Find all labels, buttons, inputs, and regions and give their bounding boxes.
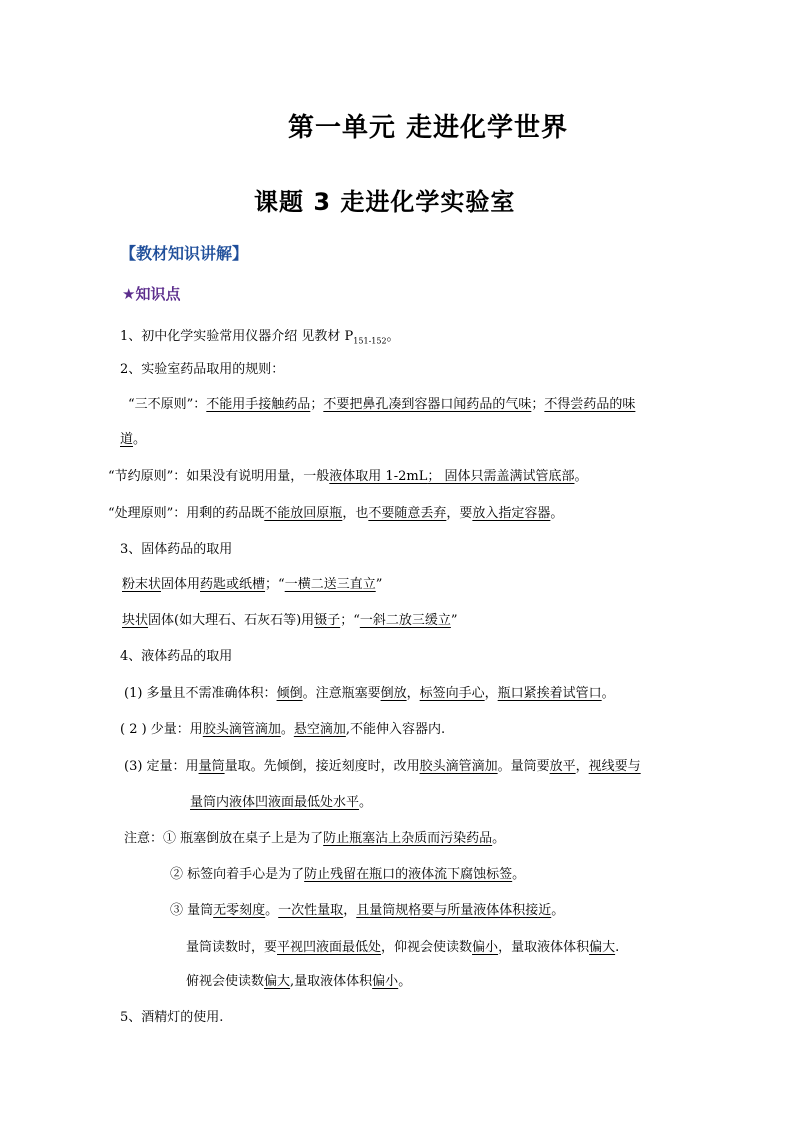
sep: ” bbox=[375, 577, 383, 592]
sep: ， bbox=[484, 686, 498, 701]
sep: ；“ bbox=[340, 613, 360, 628]
sep: ，要 bbox=[446, 506, 473, 521]
rule-disposal-label: “处理原则”：用剩的药品既 bbox=[108, 506, 265, 521]
note-3-text: ③ 量筒 bbox=[170, 903, 214, 918]
rule-disposal-point-3: 放入指定容器 bbox=[472, 506, 551, 521]
note-2-text: ② 标签向着手心是为了 bbox=[170, 867, 305, 882]
note-2-reason: 防止残留在瓶口的液体流下腐蚀标签 bbox=[304, 867, 513, 882]
item-1 bbox=[120, 325, 400, 346]
cylinder: 量筒 bbox=[198, 759, 225, 774]
sep: ； bbox=[310, 397, 324, 412]
lump-mnemonic: 一斜二放三缓立 bbox=[359, 613, 451, 628]
sep: 。 bbox=[512, 867, 526, 882]
reading-1 bbox=[186, 936, 619, 955]
sep: 。 bbox=[265, 903, 279, 918]
powder-label: 粉末状 bbox=[122, 577, 162, 592]
text: 量取。先倾倒，接近刻度时，改用 bbox=[224, 759, 420, 774]
sep: ， bbox=[575, 759, 589, 774]
rule-disposal-point-1: 不能放回原瓶 bbox=[264, 506, 343, 521]
rule-economy-label: “节约原则”：如果没有说明用量，一般 bbox=[108, 469, 330, 484]
note-1 bbox=[124, 827, 505, 846]
lump-label: 块状 bbox=[122, 613, 149, 628]
powder-tool: 药匙或纸槽 bbox=[200, 577, 266, 592]
sep: 。 bbox=[133, 432, 147, 447]
rule-three-no-point-2: 不要把鼻孔凑到容器口闻药品的气味 bbox=[323, 397, 532, 412]
reading-2 bbox=[186, 970, 411, 989]
sep: ； bbox=[531, 397, 545, 412]
liquid-fixed-label: (3) 定量：用 bbox=[124, 759, 199, 774]
section-header: 【教材知识讲解】 bbox=[120, 244, 249, 263]
item-3: 3、固体药品的取用 bbox=[120, 542, 233, 557]
rule-disposal bbox=[108, 502, 563, 521]
powder-mnemonic: 一横二送三直立 bbox=[284, 577, 376, 592]
rule-three-no-point-1: 不能用手接触药品 bbox=[206, 397, 311, 412]
sep: 。 bbox=[550, 506, 564, 521]
rule-three-no-cont bbox=[120, 428, 146, 447]
text: ，量取液体体积 bbox=[498, 940, 590, 955]
no-zero: 无零刻度 bbox=[213, 903, 266, 918]
sep: 。 bbox=[492, 831, 506, 846]
rule-economy-liquid: 液体取用 1-2mL bbox=[329, 469, 428, 484]
liquid-small-label: ( 2 ) 少量：用 bbox=[120, 722, 203, 737]
sep: 。 bbox=[359, 795, 373, 810]
rule-three-no-point-3: 不得尝药品的味 bbox=[544, 397, 636, 412]
sep: 。 bbox=[280, 722, 294, 737]
sep: 。 bbox=[601, 686, 615, 701]
rule-three-no bbox=[128, 393, 635, 412]
unit-title: 第一单元 走进化学世界 bbox=[288, 113, 569, 143]
item-2: 2、实验室药品取用的规则： bbox=[120, 362, 285, 377]
text: ,量取液体体积 bbox=[290, 974, 373, 989]
lump-solid bbox=[122, 609, 458, 628]
sep: ” bbox=[450, 613, 458, 628]
item-1-page-range: 151-152 bbox=[353, 336, 387, 346]
liquid-fixed-cont bbox=[190, 791, 372, 810]
lump-text: 固体(如大理石、石灰石等)用 bbox=[148, 613, 315, 628]
level: 放平 bbox=[549, 759, 576, 774]
text: 。注意瓶塞要 bbox=[302, 686, 381, 701]
text: 俯视会使读数 bbox=[186, 974, 265, 989]
powder-text: 固体用 bbox=[161, 577, 201, 592]
pour: 倾倒 bbox=[276, 686, 303, 701]
inverted: 倒放 bbox=[380, 686, 407, 701]
sep: ， bbox=[343, 903, 357, 918]
mouth-touch: 瓶口紧挨着试管口 bbox=[497, 686, 602, 701]
sep: ；“ bbox=[265, 577, 285, 592]
powder-solid bbox=[122, 573, 382, 592]
text: ,不能伸入容器内. bbox=[345, 722, 446, 737]
liquid-large-label: (1) 多量且不需准确体积： bbox=[124, 686, 277, 701]
sep: . bbox=[615, 940, 620, 955]
dropper: 胶头滴管滴加 bbox=[202, 722, 281, 737]
rule-economy bbox=[108, 465, 587, 484]
sight-line: 视线要与 bbox=[588, 759, 641, 774]
note-2 bbox=[170, 863, 525, 882]
label-palm: 标签向手心 bbox=[419, 686, 485, 701]
high: 偏大 bbox=[264, 974, 291, 989]
note-1-reason: 防止瓶塞沾上杂质而污染药品 bbox=[323, 831, 493, 846]
text: 。量筒要 bbox=[497, 759, 550, 774]
low: 偏小 bbox=[372, 974, 399, 989]
item-1-end: 。 bbox=[386, 329, 400, 344]
one-time: 一次性量取 bbox=[278, 903, 344, 918]
rule-three-no-label: “三不原则”： bbox=[128, 397, 207, 412]
text: 量筒读数时，要 bbox=[186, 940, 278, 955]
sep: ， bbox=[406, 686, 420, 701]
high: 偏大 bbox=[589, 940, 616, 955]
text: ，仰视会使读数 bbox=[381, 940, 473, 955]
note-1-text: 注意：① 瓶塞倒放在桌子上是为了 bbox=[124, 831, 324, 846]
level-view: 平视凹液面最低处 bbox=[277, 940, 382, 955]
note-3 bbox=[170, 899, 564, 918]
knowledge-point-label: ★知识点 bbox=[122, 285, 181, 303]
low: 偏小 bbox=[472, 940, 499, 955]
rule-disposal-point-2: 不要随意丢弃 bbox=[368, 506, 447, 521]
liquid-fixed bbox=[124, 755, 641, 774]
meniscus: 量筒内液体凹液面最低处水平 bbox=[190, 795, 360, 810]
lump-tool: 镊子 bbox=[314, 613, 341, 628]
rule-economy-solid: ； 固体只需盖满试管底部 bbox=[427, 469, 575, 484]
sep: 。 bbox=[398, 974, 412, 989]
lesson-title: 课题 3 走进化学实验室 bbox=[254, 188, 516, 216]
suspend: 悬空滴加 bbox=[293, 722, 346, 737]
item-1-text: 1、初中化学实验常用仪器介绍 见教材 P bbox=[120, 329, 354, 344]
sep: 。 bbox=[574, 469, 588, 484]
sep: 。 bbox=[551, 903, 565, 918]
sep: ，也 bbox=[342, 506, 369, 521]
item-4: 4、液体药品的取用 bbox=[120, 649, 233, 664]
liquid-small bbox=[120, 718, 445, 737]
dropper: 胶头滴管滴加 bbox=[419, 759, 498, 774]
liquid-large bbox=[124, 682, 615, 701]
spec-match: 且量筒规格要与所量液体体积接近 bbox=[356, 903, 552, 918]
item-5: 5、酒精灯的使用. bbox=[120, 1010, 224, 1025]
rule-three-no-point-3-cont: 道 bbox=[120, 432, 134, 447]
